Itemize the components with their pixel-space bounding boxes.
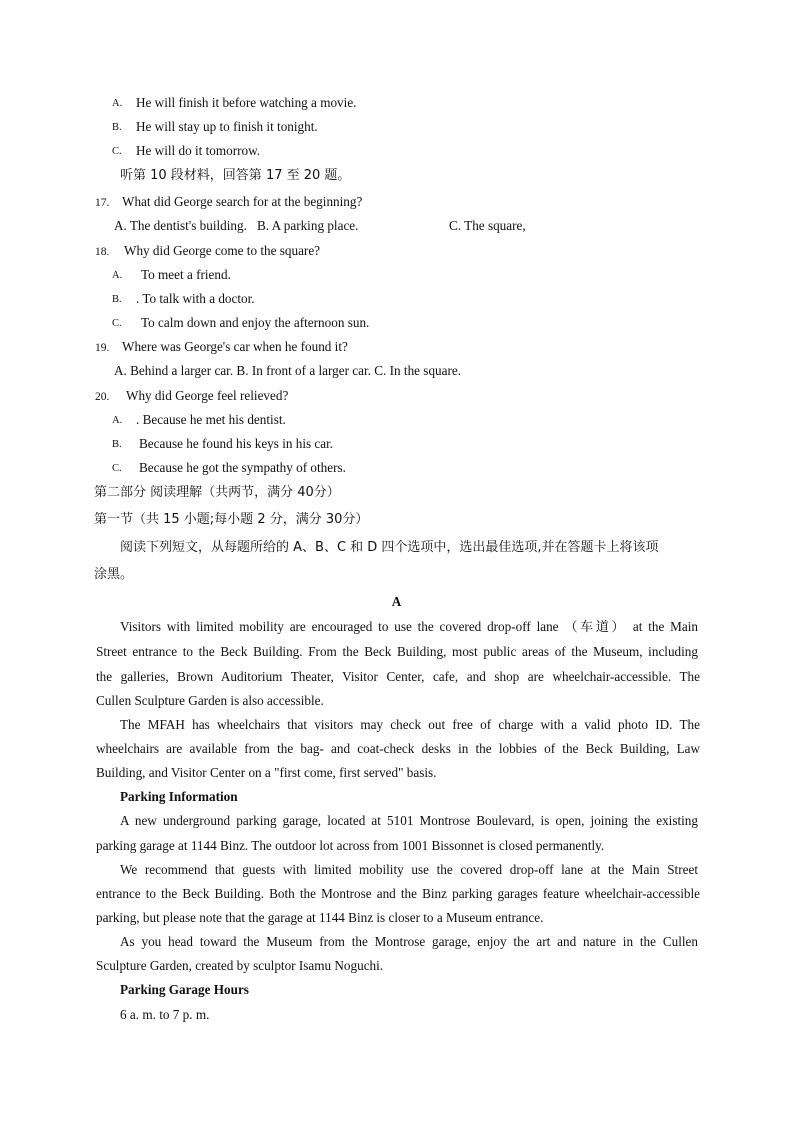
section-intro: 听第 10 段材料，回答第 17 至 20 题。 bbox=[120, 168, 351, 183]
question-number: 17. bbox=[95, 197, 110, 209]
paragraph-line: parking, but please note that the garage at 1144 Binz is closer to a Museum entrance. bbox=[96, 910, 544, 925]
paragraph-line: We recommend that guests with limited mobility use the covered drop-off lane at the Main Street bbox=[120, 862, 698, 877]
option-text: To meet a friend. bbox=[141, 267, 231, 282]
option-letter: C. bbox=[112, 463, 122, 474]
paragraph-line: parking garage at 1144 Binz. The outdoor lot across from 1001 Bissonnet is closed permanently. bbox=[96, 838, 605, 853]
option-text: He will stay up to finish it tonight. bbox=[136, 119, 318, 134]
paragraph-line: entrance to the Beck Building. Both the Montrose and the Binz parking garages feature wheelchair-accessible bbox=[96, 886, 700, 901]
paragraph-line: the galleries, Brown Auditorium Theater, Visitor Center, cafe, and shop are wheelchair-accessible. The bbox=[96, 669, 700, 684]
option-b: B. A parking place. bbox=[257, 218, 359, 233]
paragraph-line: wheelchairs are available from the bag- and coat-check desks in the lobbies of the Beck Building, Law bbox=[96, 741, 700, 756]
option-text: . Because he met his dentist. bbox=[136, 412, 286, 427]
paragraph-line: A new underground parking garage, located at 5101 Montrose Boulevard, is open, joining the existing bbox=[120, 813, 698, 828]
option-text: Because he found his keys in his car. bbox=[139, 436, 334, 451]
question-number: 20. bbox=[95, 391, 110, 403]
option-text: To calm down and enjoy the afternoon sun. bbox=[141, 315, 370, 330]
option-letter: C. bbox=[112, 146, 122, 157]
paragraph-line: Cullen Sculpture Garden is also accessible. bbox=[96, 693, 324, 708]
section-heading: 第一节（共 15 小题;每小题 2 分，满分 30分） bbox=[94, 512, 369, 527]
options-line: A. Behind a larger car. B. In front of a larger car. C. In the square. bbox=[114, 363, 462, 378]
hours-text: 6 a. m. to 7 p. m. bbox=[120, 1007, 210, 1022]
option-text: He will do it tomorrow. bbox=[136, 143, 261, 158]
option-a: A. The dentist's building. bbox=[114, 218, 247, 233]
question-text: What did George search for at the beginning? bbox=[122, 194, 363, 209]
question-number: 18. bbox=[95, 246, 110, 258]
question-text: Why did George come to the square? bbox=[124, 243, 321, 258]
section-subheading: Parking Information bbox=[120, 789, 238, 804]
option-letter: B. bbox=[112, 122, 122, 133]
paragraph-line: Sculpture Garden, created by sculptor Isamu Noguchi. bbox=[96, 958, 384, 973]
option-text: . To talk with a doctor. bbox=[136, 291, 255, 306]
option-letter: A. bbox=[112, 415, 123, 426]
option-text: He will finish it before watching a movie. bbox=[136, 95, 357, 110]
section-subheading: Parking Garage Hours bbox=[120, 982, 249, 997]
option-letter: A. bbox=[112, 98, 123, 109]
instructions-line: 阅读下列短文，从每题所给的 A、B、C 和 D 四个选项中，选出最佳选项,并在答题卡上将该项 bbox=[120, 540, 659, 555]
paragraph-line: As you head toward the Museum from the Montrose garage, enjoy the art and nature in the Cullen bbox=[120, 934, 698, 949]
question-text: Where was George's car when he found it? bbox=[122, 339, 348, 354]
option-letter: C. bbox=[112, 318, 122, 329]
paragraph-line: Visitors with limited mobility are encouraged to use the covered drop-off lane （车道） at the Main bbox=[120, 619, 698, 634]
option-letter: A. bbox=[112, 270, 123, 281]
option-letter: B. bbox=[112, 439, 122, 450]
paragraph-line: The MFAH has wheelchairs that visitors may check out free of charge with a valid photo ID. The bbox=[120, 717, 700, 732]
option-letter: B. bbox=[112, 294, 122, 305]
passage-title: A bbox=[391, 594, 402, 609]
question-number: 19. bbox=[95, 342, 110, 354]
option-text: Because he got the sympathy of others. bbox=[139, 460, 346, 475]
question-text: Why did George feel relieved? bbox=[126, 388, 289, 403]
paragraph-line: Street entrance to the Beck Building. From the Beck Building, most public areas of the Museum, including bbox=[96, 644, 698, 659]
instructions-line: 涂黑。 bbox=[94, 567, 134, 582]
paragraph-line: Building, and Visitor Center on a "first come, first served" basis. bbox=[96, 765, 437, 780]
part-heading: 第二部分 阅读理解（共两节，满分 40分） bbox=[94, 485, 340, 500]
option-c: C. The square, bbox=[449, 218, 526, 233]
